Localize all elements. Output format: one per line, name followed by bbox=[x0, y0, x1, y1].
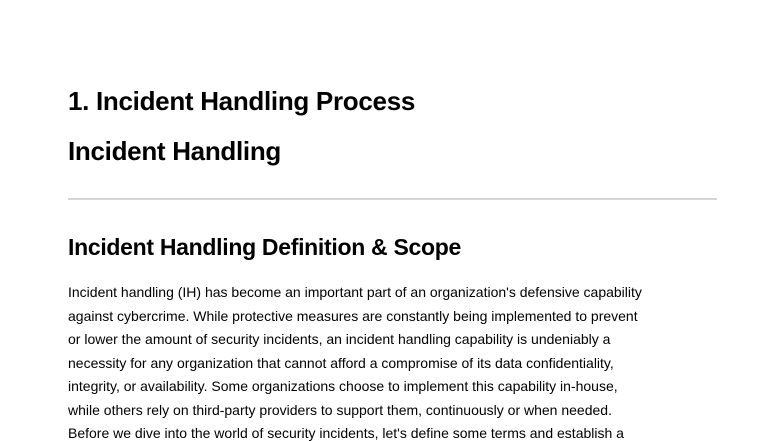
paragraph-line: Incident handling (IH) has become an important part of an organization's defensive capability bbox=[68, 284, 642, 300]
paragraph-line: while others rely on third-party providers to support them, continuously or when needed. bbox=[68, 401, 612, 418]
paragraph-line: integrity, or availability. Some organizations choose to implement this capability in-house, bbox=[68, 378, 618, 394]
body-paragraph bbox=[68, 281, 728, 441]
section-heading: Incident Handling Definition & Scope bbox=[68, 234, 461, 260]
paragraph-line: against cybercrime. While protective measures are constantly being implemented to prevent bbox=[68, 307, 638, 324]
subtitle-heading: Incident Handling bbox=[68, 136, 282, 166]
page-title: 1. Incident Handling Process bbox=[68, 86, 416, 116]
horizontal-divider bbox=[68, 198, 717, 200]
paragraph-line: Before we dive into the world of security incidents, let's define some terms and establish a bbox=[68, 425, 624, 441]
paragraph-line: necessity for any organization that cannot afford a compromise of its data confidentiality, bbox=[68, 354, 614, 371]
paragraph-line: or lower the amount of security incidents, an incident handling capability is undeniably a bbox=[68, 331, 611, 347]
